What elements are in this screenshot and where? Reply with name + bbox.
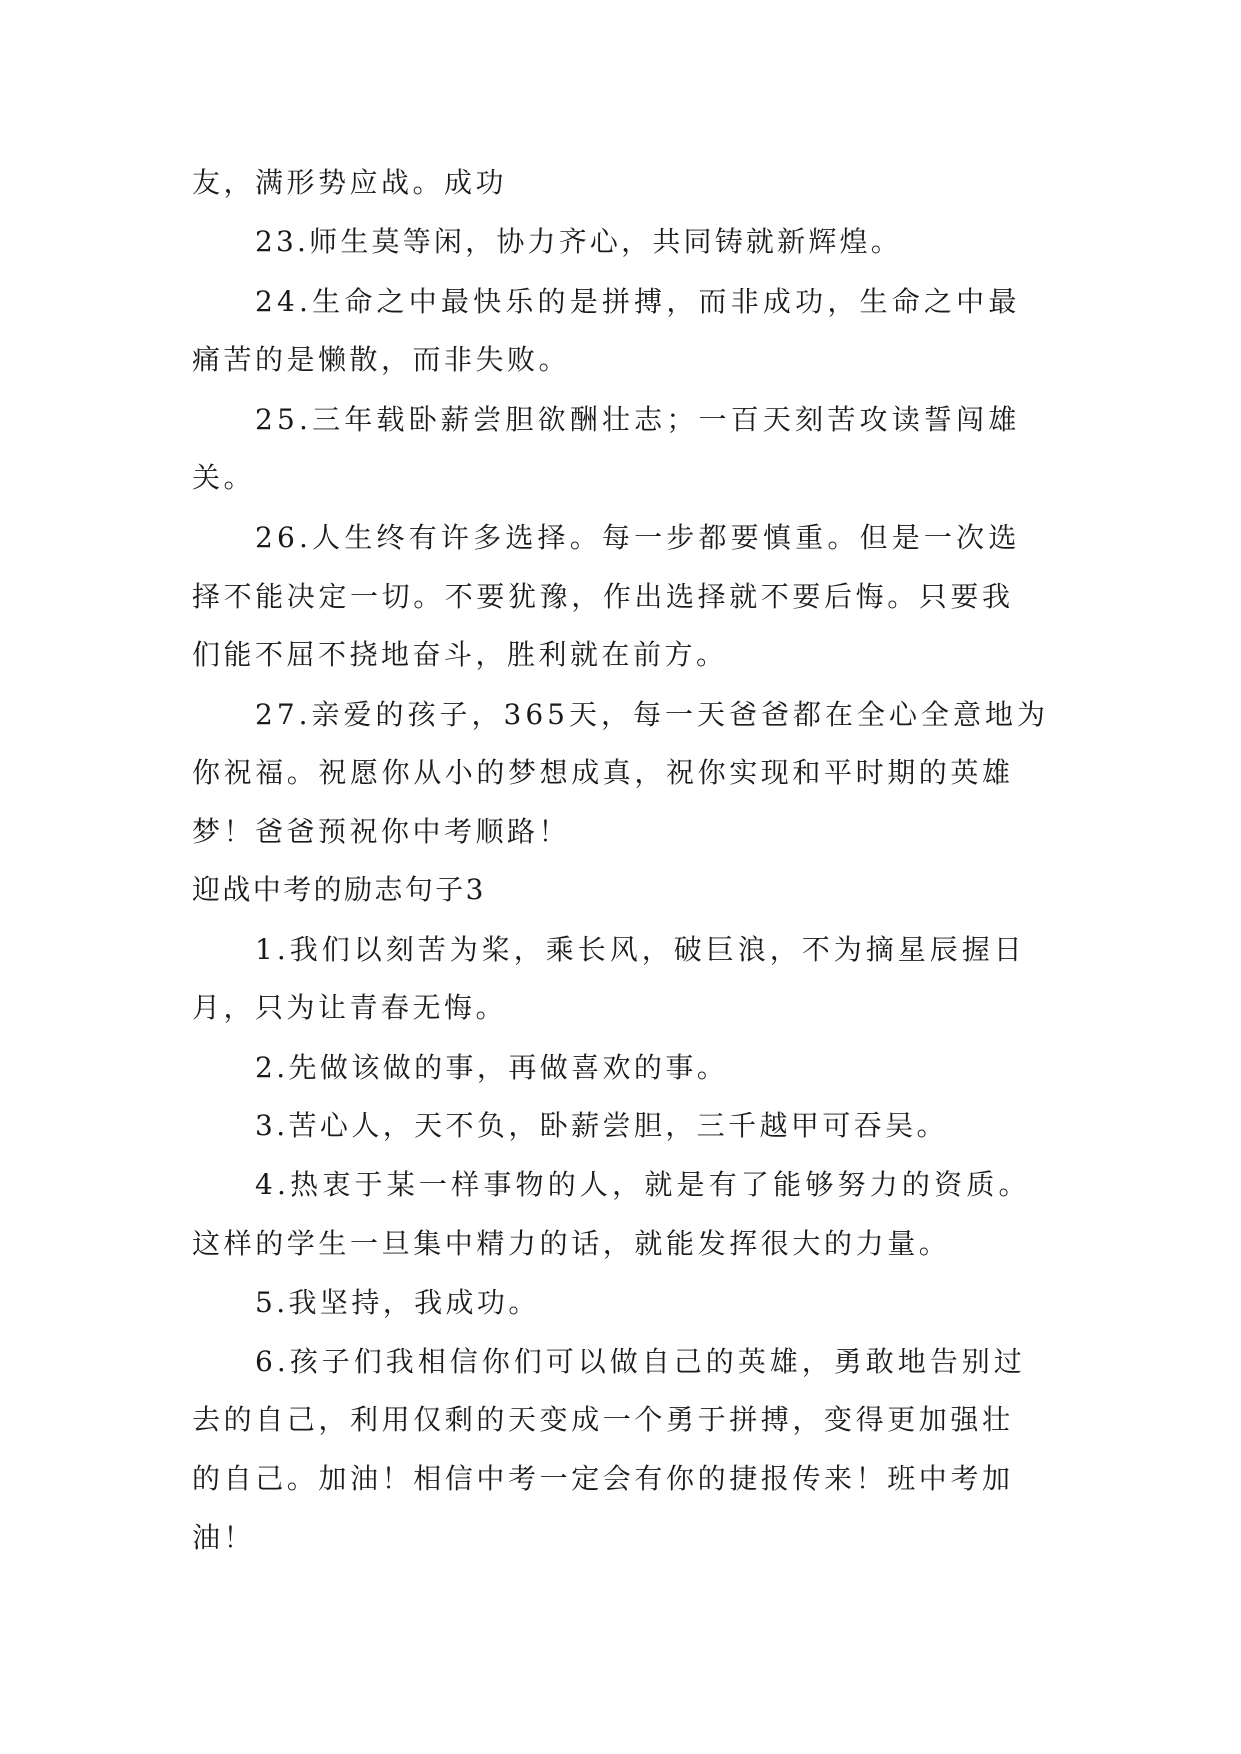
- list-item-27: 27.亲爱的孩子，365天，每一天爸爸都在全心全意地为: [255, 698, 1049, 731]
- list-item-26: 26.人生终有许多选择。每一步都要慎重。但是一次选: [255, 521, 1021, 554]
- text-line: 友，满形势应战。成功: [192, 166, 508, 199]
- text-line: 这样的学生一旦集中精力的话，就能发挥很大的力量。: [192, 1227, 951, 1260]
- text-line: 的自己。加油！相信中考一定会有你的捷报传来！班中考加: [192, 1462, 1014, 1495]
- list-item-4: 4.热衷于某一样事物的人，就是有了能够努力的资质。: [255, 1168, 1031, 1201]
- text-line: 择不能决定一切。不要犹豫，作出选择就不要后悔。只要我: [192, 580, 1014, 613]
- list-item-6: 6.孩子们我相信你们可以做自己的英雄，勇敢地告别过: [255, 1345, 1026, 1378]
- text-line: 月，只为让青春无悔。: [192, 991, 508, 1024]
- text-line: 油！: [192, 1521, 256, 1554]
- text-line: 去的自己，利用仅剩的天变成一个勇于拼搏，变得更加强壮: [192, 1403, 1014, 1436]
- list-item-2: 2.先做该做的事，再做喜欢的事。: [255, 1051, 729, 1084]
- list-item-25: 25.三年载卧薪尝胆欲酬壮志；一百天刻苦攻读誓闯雄: [255, 403, 1021, 436]
- text-line: 梦！爸爸预祝你中考顺路！: [192, 815, 571, 848]
- text-line: 关。: [192, 461, 256, 494]
- list-item-23: 23.师生莫等闲，协力齐心，共同铸就新辉煌。: [255, 225, 902, 258]
- list-item-24: 24.生命之中最快乐的是拼搏，而非成功，生命之中最: [255, 285, 1021, 318]
- text-line: 们能不屈不挠地奋斗，胜利就在前方。: [192, 638, 728, 671]
- list-item-3: 3.苦心人，天不负，卧薪尝胆，三千越甲可吞吴。: [255, 1109, 948, 1142]
- text-line: 你祝福。祝愿你从小的梦想成真，祝你实现和平时期的英雄: [192, 756, 1014, 789]
- text-line: 痛苦的是懒散，而非失败。: [192, 343, 571, 376]
- list-item-5: 5.我坚持，我成功。: [255, 1286, 540, 1319]
- section-heading: 迎战中考的励志句子3: [192, 873, 486, 906]
- list-item-1: 1.我们以刻苦为桨，乘长风，破巨浪，不为摘星辰握日: [255, 933, 1026, 966]
